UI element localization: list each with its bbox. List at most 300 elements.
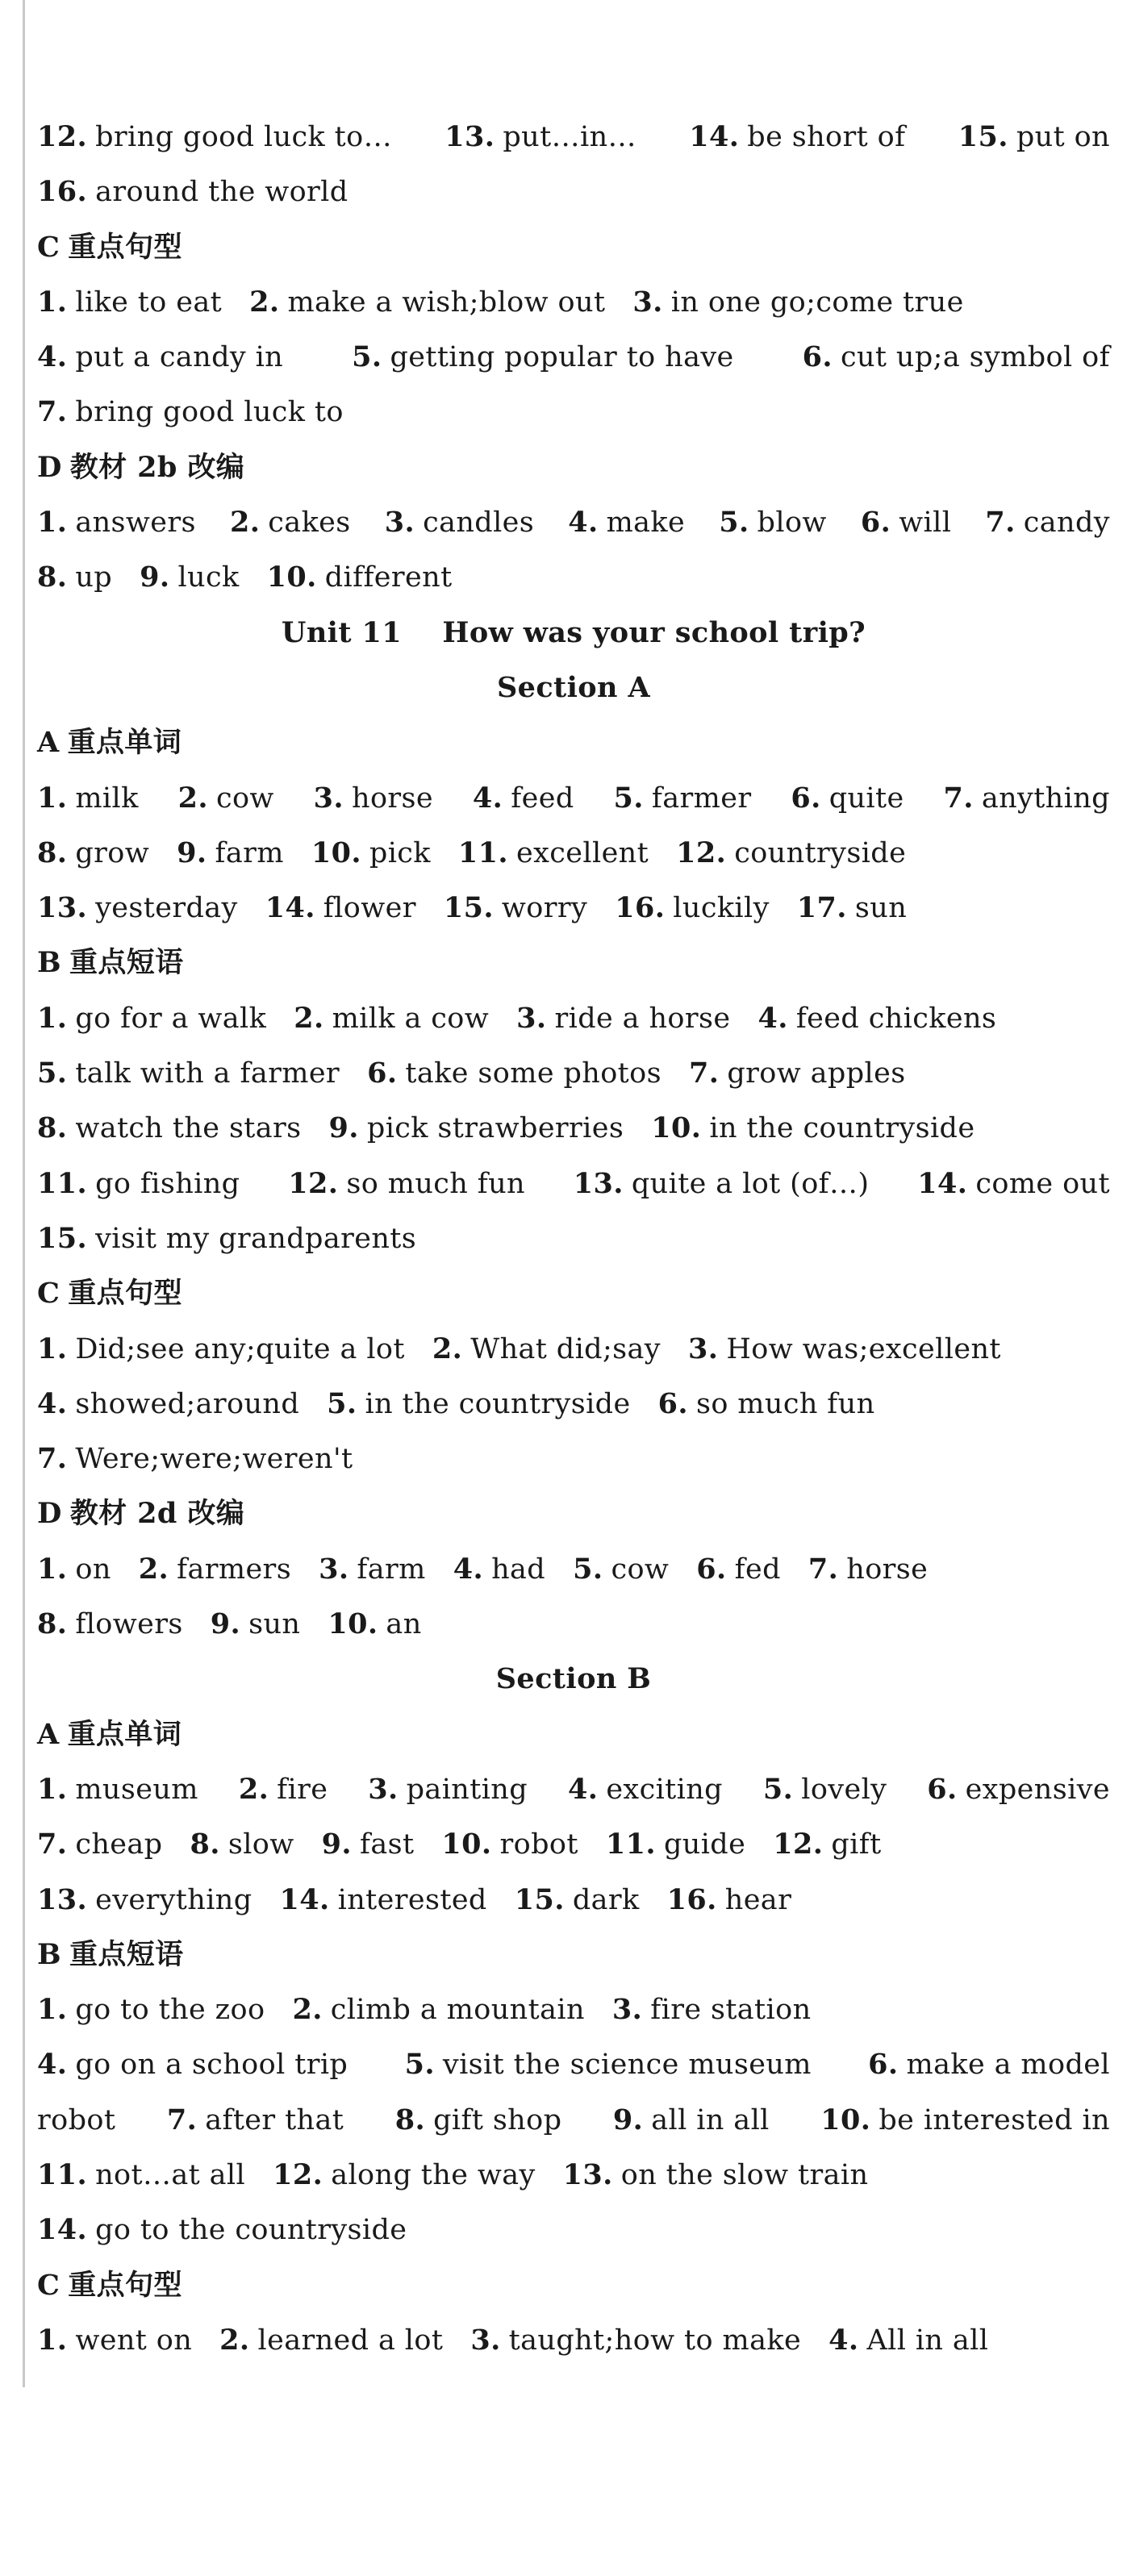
answer-number: 2. bbox=[138, 1552, 169, 1586]
section-heading bbox=[37, 2258, 1110, 2313]
answer-item bbox=[658, 1388, 875, 1420]
answer-number: 9. bbox=[177, 836, 207, 869]
answer-item bbox=[719, 495, 827, 550]
answer-item bbox=[612, 1994, 812, 2026]
answer-number: 2. bbox=[432, 1332, 463, 1365]
answer-content bbox=[37, 110, 1110, 2368]
answer-text: around the world bbox=[95, 176, 348, 209]
answer-text: go to the countryside bbox=[95, 2214, 407, 2247]
answer-text: learned a lot bbox=[257, 2324, 444, 2357]
answer-item bbox=[917, 1157, 1110, 1211]
answer-text: countryside bbox=[734, 836, 907, 869]
answer-number: 7. bbox=[985, 506, 1016, 540]
answer-text: cut up;a symbol of bbox=[840, 341, 1110, 374]
answer-item bbox=[37, 2214, 407, 2246]
answer-text: put a candy in bbox=[75, 341, 284, 374]
answer-item bbox=[444, 110, 636, 165]
answer-text: visit the science museum bbox=[442, 2049, 812, 2082]
answer-item bbox=[574, 1157, 870, 1211]
answer-number: 4. bbox=[567, 1772, 599, 1806]
answer-item bbox=[267, 561, 453, 594]
answer-line bbox=[37, 275, 1110, 330]
answer-text: hear bbox=[724, 1883, 792, 1916]
answer-text: on the slow train bbox=[620, 2158, 869, 2191]
answer-number: 9. bbox=[140, 561, 170, 594]
answer-number: 4. bbox=[472, 781, 503, 815]
answer-item bbox=[280, 1884, 487, 1916]
answer-item bbox=[37, 176, 348, 208]
answer-line bbox=[37, 110, 1110, 165]
answer-number: 7. bbox=[943, 781, 974, 815]
answer-number: 4. bbox=[37, 1386, 68, 1420]
answer-item bbox=[37, 1002, 266, 1035]
answer-number: 16. bbox=[37, 175, 88, 209]
answer-number: 14. bbox=[37, 2213, 88, 2247]
answer-text: an bbox=[386, 1608, 422, 1641]
answer-number: 11. bbox=[605, 1828, 656, 1861]
answer-number: 1. bbox=[37, 1552, 68, 1586]
answer-text: feed chickens bbox=[795, 1002, 997, 1035]
answer-item bbox=[294, 1002, 489, 1035]
answer-text: museum bbox=[75, 1773, 198, 1806]
answer-item bbox=[367, 1057, 661, 1090]
answer-line bbox=[37, 1432, 1110, 1486]
answer-number: 1. bbox=[37, 1001, 68, 1035]
answer-item bbox=[37, 892, 238, 924]
answer-item bbox=[37, 561, 112, 594]
answer-text: so much fun bbox=[346, 1167, 525, 1200]
answer-number: 5. bbox=[719, 506, 749, 540]
answer-text: grow apples bbox=[727, 1057, 906, 1090]
answer-item bbox=[943, 771, 1109, 826]
section-heading bbox=[37, 1928, 1110, 1982]
answer-item bbox=[37, 2037, 348, 2092]
answer-text: Did;see any;quite a lot bbox=[75, 1332, 405, 1365]
answer-text: grow bbox=[75, 836, 150, 869]
answer-text: had bbox=[491, 1553, 546, 1586]
answer-item bbox=[368, 1762, 528, 1817]
answer-item bbox=[958, 110, 1110, 165]
answer-text: went on bbox=[75, 2324, 193, 2357]
answer-line bbox=[37, 1873, 1110, 1928]
answer-number: 3. bbox=[368, 1772, 399, 1806]
answer-number: 4. bbox=[757, 1001, 788, 1035]
answer-line bbox=[37, 771, 1110, 826]
section-heading bbox=[37, 1707, 1110, 1762]
answer-number: 8. bbox=[37, 561, 68, 594]
answer-text: all in all bbox=[651, 2103, 770, 2136]
answer-text: luck bbox=[177, 561, 240, 594]
unit-heading: Section A bbox=[496, 670, 651, 704]
answer-text: along the way bbox=[331, 2158, 536, 2191]
answer-item bbox=[395, 2093, 562, 2148]
answer-number: 6. bbox=[367, 1057, 398, 1090]
answer-number: 8. bbox=[37, 1607, 68, 1641]
answer-line bbox=[37, 2093, 1110, 2148]
answer-number: 8. bbox=[37, 1111, 68, 1145]
answer-number: 13. bbox=[562, 2157, 613, 2191]
section-title: 重点句型 bbox=[68, 1277, 182, 1311]
answer-item bbox=[329, 1112, 624, 1144]
answer-text: go to the zoo bbox=[75, 1994, 265, 2027]
answer-text: blow bbox=[757, 506, 827, 540]
answer-item bbox=[319, 1553, 426, 1586]
answer-text: quite a lot (of…) bbox=[631, 1167, 870, 1200]
answer-text: up bbox=[75, 561, 113, 594]
answer-text: after that bbox=[205, 2103, 344, 2136]
answer-item bbox=[211, 1608, 301, 1640]
answer-item bbox=[676, 837, 906, 869]
answer-number: 6. bbox=[657, 1386, 688, 1420]
answer-line bbox=[37, 1322, 1110, 1377]
answer-text: expensive bbox=[965, 1773, 1110, 1806]
answer-item bbox=[37, 1994, 265, 2026]
answer-item bbox=[432, 1333, 661, 1365]
answer-number: 10. bbox=[328, 1607, 378, 1641]
answer-text: feed bbox=[511, 782, 574, 815]
answer-number: 15. bbox=[443, 891, 494, 925]
answer-item bbox=[573, 1553, 669, 1586]
answer-number: 3. bbox=[687, 1332, 719, 1365]
answer-item bbox=[985, 495, 1110, 550]
answer-line bbox=[37, 881, 1110, 936]
answer-number: 10. bbox=[441, 1828, 492, 1861]
answer-text: like to eat bbox=[75, 286, 223, 319]
answer-number: 9. bbox=[321, 1828, 352, 1861]
answer-number: 4. bbox=[453, 1552, 484, 1586]
answer-item bbox=[322, 1828, 415, 1861]
answer-number: 8. bbox=[37, 836, 68, 869]
answer-text: quite bbox=[828, 782, 904, 815]
answer-text: ride a horse bbox=[554, 1002, 731, 1035]
answer-number: 14. bbox=[917, 1166, 968, 1200]
answer-number: 10. bbox=[266, 561, 317, 594]
answer-item bbox=[230, 495, 351, 550]
answer-line bbox=[37, 991, 1110, 1046]
answer-item bbox=[37, 1112, 302, 1144]
answer-text: fire bbox=[277, 1773, 328, 1806]
answer-number: 1. bbox=[37, 506, 68, 540]
answer-number: 10. bbox=[651, 1111, 702, 1145]
answer-item bbox=[37, 1608, 183, 1640]
answer-item bbox=[651, 1112, 974, 1144]
answer-item bbox=[219, 2324, 443, 2357]
answer-number: 13. bbox=[444, 120, 495, 153]
answer-item bbox=[37, 2093, 115, 2148]
answer-item bbox=[37, 1762, 198, 1817]
answer-number: 15. bbox=[37, 1221, 88, 1255]
answer-number: 3. bbox=[470, 2323, 501, 2357]
answer-number: 6. bbox=[791, 781, 821, 815]
answer-text: bring good luck to bbox=[75, 396, 344, 429]
answer-item bbox=[458, 837, 649, 869]
answer-text: interested bbox=[337, 1883, 487, 1916]
section-letter: A bbox=[37, 726, 60, 760]
section-letter: C bbox=[37, 230, 61, 264]
answer-line bbox=[37, 1982, 1110, 2037]
answer-item bbox=[515, 1884, 640, 1916]
answer-item bbox=[140, 561, 240, 594]
unit-heading: Unit 11 How was your school trip? bbox=[281, 615, 866, 649]
section-title: 教材 2b 改编 bbox=[69, 450, 245, 484]
answer-number: 11. bbox=[37, 2157, 88, 2191]
section-letter: A bbox=[37, 1717, 60, 1751]
section-letter: D bbox=[37, 1497, 62, 1531]
section-title: 重点短语 bbox=[69, 946, 184, 980]
answer-text: How was;excellent bbox=[726, 1332, 1001, 1365]
answer-item bbox=[37, 1443, 353, 1475]
answer-item bbox=[37, 1388, 299, 1420]
answer-text: excellent bbox=[516, 836, 649, 869]
answer-item bbox=[314, 771, 433, 826]
answer-item bbox=[615, 892, 770, 924]
section-title: 重点句型 bbox=[68, 2268, 182, 2302]
answer-text: candy bbox=[1023, 506, 1110, 540]
answer-item bbox=[791, 771, 904, 826]
answer-line bbox=[37, 1542, 1110, 1597]
section-heading bbox=[37, 715, 1110, 770]
answer-number: 14. bbox=[689, 120, 740, 153]
answer-item bbox=[37, 771, 139, 826]
section-heading bbox=[37, 440, 1110, 495]
answer-item bbox=[37, 1157, 240, 1211]
answer-text: slow bbox=[227, 1828, 294, 1861]
answer-number: 5. bbox=[37, 1057, 68, 1090]
answer-number: 9. bbox=[210, 1607, 241, 1641]
answer-number: 4. bbox=[37, 340, 68, 374]
answer-text: go fishing bbox=[95, 1167, 240, 1200]
answer-text: Were;were;weren't bbox=[75, 1443, 353, 1476]
answer-number: 1. bbox=[37, 1993, 68, 2027]
answer-item bbox=[473, 771, 574, 826]
answer-line bbox=[37, 1101, 1110, 1156]
answer-text: come out bbox=[975, 1167, 1110, 1200]
answer-text: farm bbox=[357, 1553, 426, 1586]
answer-text: gift bbox=[831, 1828, 882, 1861]
answer-text: watch the stars bbox=[75, 1112, 302, 1145]
answer-number: 9. bbox=[612, 2103, 644, 2136]
answer-line bbox=[37, 550, 1110, 605]
answer-item bbox=[37, 1884, 252, 1916]
answer-item bbox=[614, 771, 752, 826]
answer-item bbox=[606, 1828, 745, 1861]
answer-item bbox=[808, 1553, 928, 1586]
answer-number: 8. bbox=[394, 2103, 426, 2136]
answer-item bbox=[470, 2324, 801, 2357]
answer-text: talk with a farmer bbox=[75, 1057, 340, 1090]
answer-item bbox=[273, 2159, 536, 2191]
answer-number: 2. bbox=[294, 1001, 324, 1035]
answer-item bbox=[689, 1057, 906, 1090]
answer-text: showed;around bbox=[75, 1387, 300, 1420]
section-title: 重点单词 bbox=[67, 1717, 182, 1751]
answer-number: 12. bbox=[273, 2157, 323, 2191]
answer-item bbox=[803, 330, 1110, 385]
answer-item bbox=[516, 1002, 730, 1035]
section-title: 重点短语 bbox=[69, 1937, 184, 1971]
answer-number: 1. bbox=[37, 781, 68, 815]
answer-line bbox=[37, 2037, 1110, 2092]
answer-text: worry bbox=[501, 892, 588, 925]
answer-line bbox=[37, 165, 1110, 219]
answer-number: 9. bbox=[328, 1111, 359, 1145]
section-letter: C bbox=[37, 1277, 61, 1311]
answer-number: 1. bbox=[37, 1772, 68, 1806]
answer-number: 16. bbox=[666, 1882, 717, 1916]
answer-item bbox=[927, 1762, 1110, 1817]
answer-number: 13. bbox=[37, 891, 88, 925]
answer-item bbox=[37, 1333, 405, 1365]
answer-item bbox=[288, 1157, 525, 1211]
answer-text: guide bbox=[663, 1828, 746, 1861]
answer-line bbox=[37, 1211, 1110, 1266]
answer-text: lovely bbox=[801, 1773, 887, 1806]
answer-number: 3. bbox=[313, 781, 344, 815]
answer-item bbox=[37, 1828, 162, 1861]
answer-text: robot bbox=[37, 2103, 116, 2136]
answer-item bbox=[178, 771, 274, 826]
answer-number: 3. bbox=[632, 285, 663, 319]
answer-item bbox=[757, 1002, 996, 1035]
answer-text: be short of bbox=[747, 121, 906, 153]
answer-number: 4. bbox=[37, 2048, 68, 2082]
answer-number: 6. bbox=[868, 2048, 899, 2082]
answer-item bbox=[37, 110, 392, 165]
answer-item bbox=[773, 1828, 881, 1861]
answer-number: 5. bbox=[327, 1386, 357, 1420]
answer-text: pick bbox=[369, 836, 431, 869]
answer-item bbox=[190, 1828, 294, 1861]
answer-text: make a wish;blow out bbox=[287, 286, 606, 319]
answer-text: fed bbox=[734, 1553, 781, 1586]
answer-text: cow bbox=[215, 782, 274, 815]
answer-number: 13. bbox=[573, 1166, 624, 1200]
answer-text: robot bbox=[499, 1828, 578, 1861]
answer-line bbox=[37, 1817, 1110, 1872]
answer-number: 10. bbox=[820, 2103, 871, 2136]
answer-number: 12. bbox=[676, 836, 727, 869]
answer-text: take some photos bbox=[405, 1057, 661, 1090]
answer-text: climb a mountain bbox=[330, 1994, 585, 2027]
answer-number: 4. bbox=[568, 506, 599, 540]
answer-number: 11. bbox=[457, 836, 509, 869]
answer-item bbox=[37, 495, 196, 550]
answer-number: 15. bbox=[958, 120, 1008, 153]
answer-text: yesterday bbox=[95, 892, 238, 925]
answer-text: sun bbox=[248, 1608, 301, 1641]
answer-text: What did;say bbox=[470, 1332, 661, 1365]
answer-item bbox=[37, 396, 344, 428]
answer-number: 6. bbox=[927, 1772, 958, 1806]
answer-text: cow bbox=[611, 1553, 670, 1586]
answer-text: flower bbox=[323, 892, 416, 925]
answer-number: 12. bbox=[773, 1828, 824, 1861]
answer-line bbox=[37, 2313, 1110, 2368]
answer-number: 5. bbox=[404, 2048, 435, 2082]
answer-text: not…at all bbox=[95, 2158, 246, 2191]
answer-item bbox=[568, 495, 685, 550]
answer-text: cheap bbox=[75, 1828, 163, 1861]
answer-number: 16. bbox=[615, 891, 666, 925]
answer-number: 11. bbox=[37, 1166, 88, 1200]
answer-item bbox=[37, 837, 149, 869]
answer-line bbox=[37, 1597, 1110, 1652]
section-heading bbox=[37, 220, 1110, 275]
answer-number: 2. bbox=[229, 506, 261, 540]
answer-line bbox=[37, 1046, 1110, 1101]
answer-number: 3. bbox=[319, 1552, 349, 1586]
answer-item bbox=[763, 1762, 887, 1817]
answer-number: 7. bbox=[37, 1828, 68, 1861]
answer-number: 1. bbox=[37, 1332, 68, 1365]
answer-item bbox=[37, 1223, 416, 1255]
answer-text: anything bbox=[981, 782, 1110, 815]
section-letter: D bbox=[37, 450, 62, 484]
answer-line bbox=[37, 2148, 1110, 2203]
answer-item bbox=[239, 1762, 328, 1817]
answer-number: 1. bbox=[37, 285, 68, 319]
answer-item bbox=[868, 2037, 1110, 2092]
section-heading bbox=[37, 1266, 1110, 1321]
answer-number: 2. bbox=[177, 781, 208, 815]
answer-text: visit my grandparents bbox=[95, 1222, 417, 1255]
answer-text: in the countryside bbox=[365, 1387, 631, 1420]
answer-item bbox=[327, 1388, 630, 1420]
answer-item bbox=[177, 837, 284, 869]
answer-text: farmer bbox=[651, 782, 752, 815]
answer-number: 5. bbox=[762, 1772, 794, 1806]
answer-item bbox=[167, 2093, 344, 2148]
answer-text: painting bbox=[406, 1773, 528, 1806]
answer-text: sun bbox=[854, 892, 908, 925]
answer-item bbox=[311, 837, 431, 869]
answer-number: 13. bbox=[37, 1882, 88, 1916]
answer-text: milk a cow bbox=[332, 1002, 490, 1035]
section-letter: B bbox=[37, 946, 61, 980]
answer-number: 6. bbox=[802, 340, 833, 374]
answer-item bbox=[405, 2037, 812, 2092]
section-title: 重点单词 bbox=[67, 726, 182, 760]
answer-item bbox=[37, 2324, 192, 2357]
answer-text: different bbox=[324, 561, 453, 594]
section-title: 重点句型 bbox=[68, 230, 182, 264]
answer-number: 7. bbox=[37, 395, 68, 429]
answer-number: 6. bbox=[696, 1552, 727, 1586]
answer-text: pick strawberries bbox=[366, 1112, 624, 1145]
answer-text: milk bbox=[75, 782, 139, 815]
answer-number: 3. bbox=[516, 1001, 547, 1035]
answer-item bbox=[37, 2159, 245, 2191]
answer-number: 5. bbox=[613, 781, 644, 815]
section-letter: C bbox=[37, 2268, 61, 2302]
section-title: 教材 2d 改编 bbox=[69, 1497, 245, 1531]
answer-number: 17. bbox=[796, 891, 847, 925]
answer-item bbox=[385, 495, 534, 550]
answer-number: 7. bbox=[688, 1057, 720, 1090]
answer-line bbox=[37, 385, 1110, 440]
answer-number: 7. bbox=[166, 2103, 198, 2136]
answer-number: 4. bbox=[828, 2323, 859, 2357]
answer-text: candles bbox=[423, 506, 535, 540]
answer-item bbox=[249, 286, 605, 319]
answer-item bbox=[292, 1994, 584, 2026]
answer-item bbox=[444, 892, 587, 924]
answer-item bbox=[828, 2324, 988, 2357]
answer-item bbox=[632, 286, 963, 319]
answer-line bbox=[37, 1157, 1110, 1211]
answer-number: 12. bbox=[37, 120, 88, 153]
answer-line bbox=[37, 495, 1110, 550]
